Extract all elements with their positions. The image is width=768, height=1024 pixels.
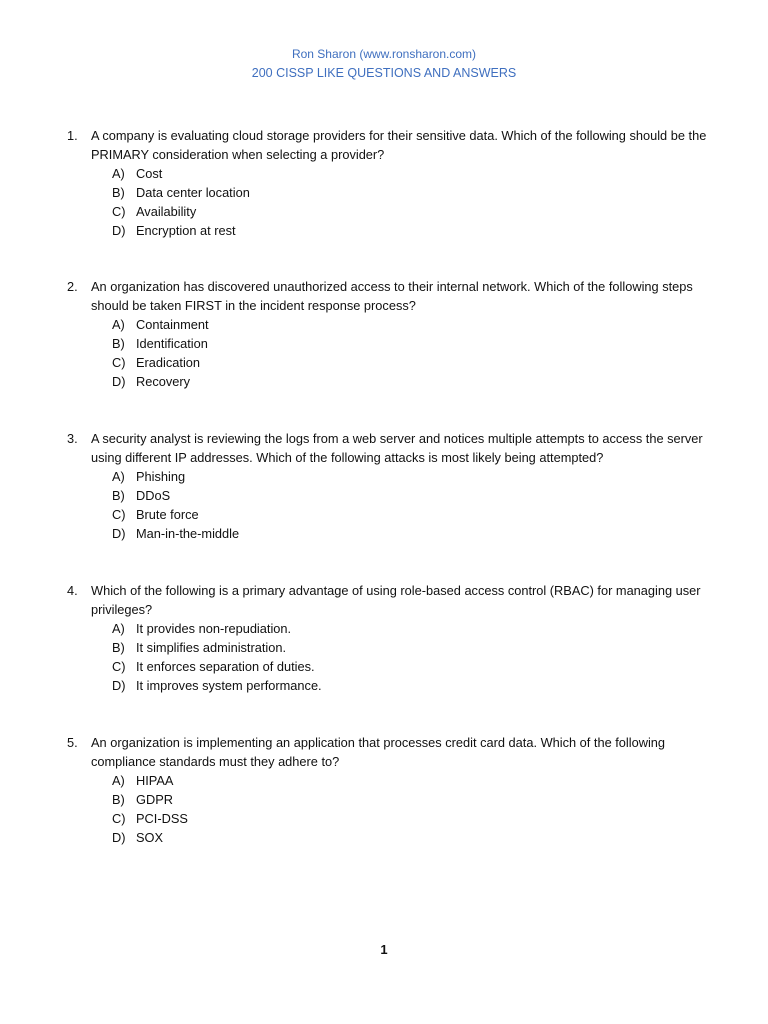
- answer-option-a: [112, 164, 717, 183]
- answer-option-a: [112, 467, 717, 486]
- document-title: 200 CISSP LIKE QUESTIONS AND ANSWERS: [251, 66, 517, 80]
- question-number: 5.: [67, 735, 78, 750]
- option-letter: C): [112, 659, 126, 674]
- answer-options: [112, 315, 717, 391]
- answer-option-b: [112, 486, 717, 505]
- option-text: GDPR: [136, 792, 173, 807]
- answer-option-d: [112, 372, 717, 391]
- option-text: Encryption at rest: [136, 223, 236, 238]
- question-text: Which of the following is a primary advantage of using role-based access control (RBAC) for managing user privileges?: [91, 583, 701, 617]
- option-letter: C): [112, 204, 126, 219]
- option-letter: B): [112, 336, 125, 351]
- question-number: 1.: [67, 128, 78, 143]
- answer-option-d: [112, 524, 717, 543]
- question-number: 4.: [67, 583, 78, 598]
- option-text: It provides non-repudiation.: [136, 621, 292, 636]
- answer-option-c: [112, 809, 717, 828]
- question-number: 3.: [67, 431, 78, 446]
- option-letter: A): [112, 317, 125, 332]
- answer-option-a: [112, 771, 717, 790]
- option-text: PCI-DSS: [136, 811, 188, 826]
- option-letter: A): [112, 469, 125, 484]
- answer-option-d: [112, 221, 717, 240]
- option-letter: C): [112, 507, 126, 522]
- option-letter: C): [112, 355, 126, 370]
- option-text: It improves system performance.: [136, 678, 322, 693]
- question-text: A security analyst is reviewing the logs from a web server and notices multiple attempts to access the server using different IP addresses. Which of the following attacks is most likely being attempted?: [91, 431, 703, 465]
- option-text: Containment: [136, 317, 209, 332]
- option-text: Brute force: [136, 507, 199, 522]
- answer-option-c: [112, 505, 717, 524]
- question-1: [67, 126, 717, 240]
- option-letter: D): [112, 374, 126, 389]
- option-text: DDoS: [136, 488, 171, 503]
- answer-option-c: [112, 657, 717, 676]
- answer-option-c: [112, 353, 717, 372]
- answer-option-d: [112, 828, 717, 847]
- question-4: [67, 581, 717, 695]
- question-5: [67, 733, 717, 847]
- document-header: [0, 45, 768, 83]
- option-letter: A): [112, 166, 125, 181]
- answer-option-b: [112, 334, 717, 353]
- question-text: An organization is implementing an application that processes credit card data. Which of the following compliance standards must they adhere to?: [91, 735, 666, 769]
- option-text: Man-in-the-middle: [136, 526, 240, 541]
- option-letter: D): [112, 223, 126, 238]
- option-text: HIPAA: [136, 773, 174, 788]
- option-letter: C): [112, 811, 126, 826]
- question-text: A company is evaluating cloud storage providers for their sensitive data. Which of the following should be the PRIMARY consideration when selecting a provider?: [91, 128, 707, 162]
- option-text: SOX: [136, 830, 164, 845]
- question-3: [67, 429, 717, 543]
- question-2: [67, 277, 717, 391]
- answer-options: [112, 771, 717, 847]
- option-text: Availability: [136, 204, 197, 219]
- option-text: Identification: [136, 336, 208, 351]
- answer-options: [112, 467, 717, 543]
- option-text: Phishing: [136, 469, 186, 484]
- answer-option-b: [112, 790, 717, 809]
- answer-option-c: [112, 202, 717, 221]
- answer-option-a: [112, 619, 717, 638]
- option-text: Recovery: [136, 374, 191, 389]
- option-letter: A): [112, 621, 125, 636]
- page-number: 1: [380, 942, 388, 957]
- author-line: Ron Sharon (www.ronsharon.com): [291, 47, 477, 61]
- option-letter: B): [112, 185, 125, 200]
- option-letter: D): [112, 678, 126, 693]
- option-text: It enforces separation of duties.: [136, 659, 315, 674]
- option-letter: D): [112, 526, 126, 541]
- answer-option-d: [112, 676, 717, 695]
- option-letter: B): [112, 640, 125, 655]
- option-text: Data center location: [136, 185, 250, 200]
- answer-option-b: [112, 183, 717, 202]
- option-letter: B): [112, 488, 125, 503]
- answer-option-b: [112, 638, 717, 657]
- option-text: Cost: [136, 166, 163, 181]
- answer-options: [112, 164, 717, 240]
- question-number: 2.: [67, 279, 78, 294]
- answer-options: [112, 619, 717, 695]
- option-letter: D): [112, 830, 126, 845]
- option-letter: A): [112, 773, 125, 788]
- answer-option-a: [112, 315, 717, 334]
- option-letter: B): [112, 792, 125, 807]
- option-text: It simplifies administration.: [136, 640, 287, 655]
- option-text: Eradication: [136, 355, 201, 370]
- question-text: An organization has discovered unauthorized access to their internal network. Which of the following steps should be taken FIRST in the incident response process?: [91, 279, 693, 313]
